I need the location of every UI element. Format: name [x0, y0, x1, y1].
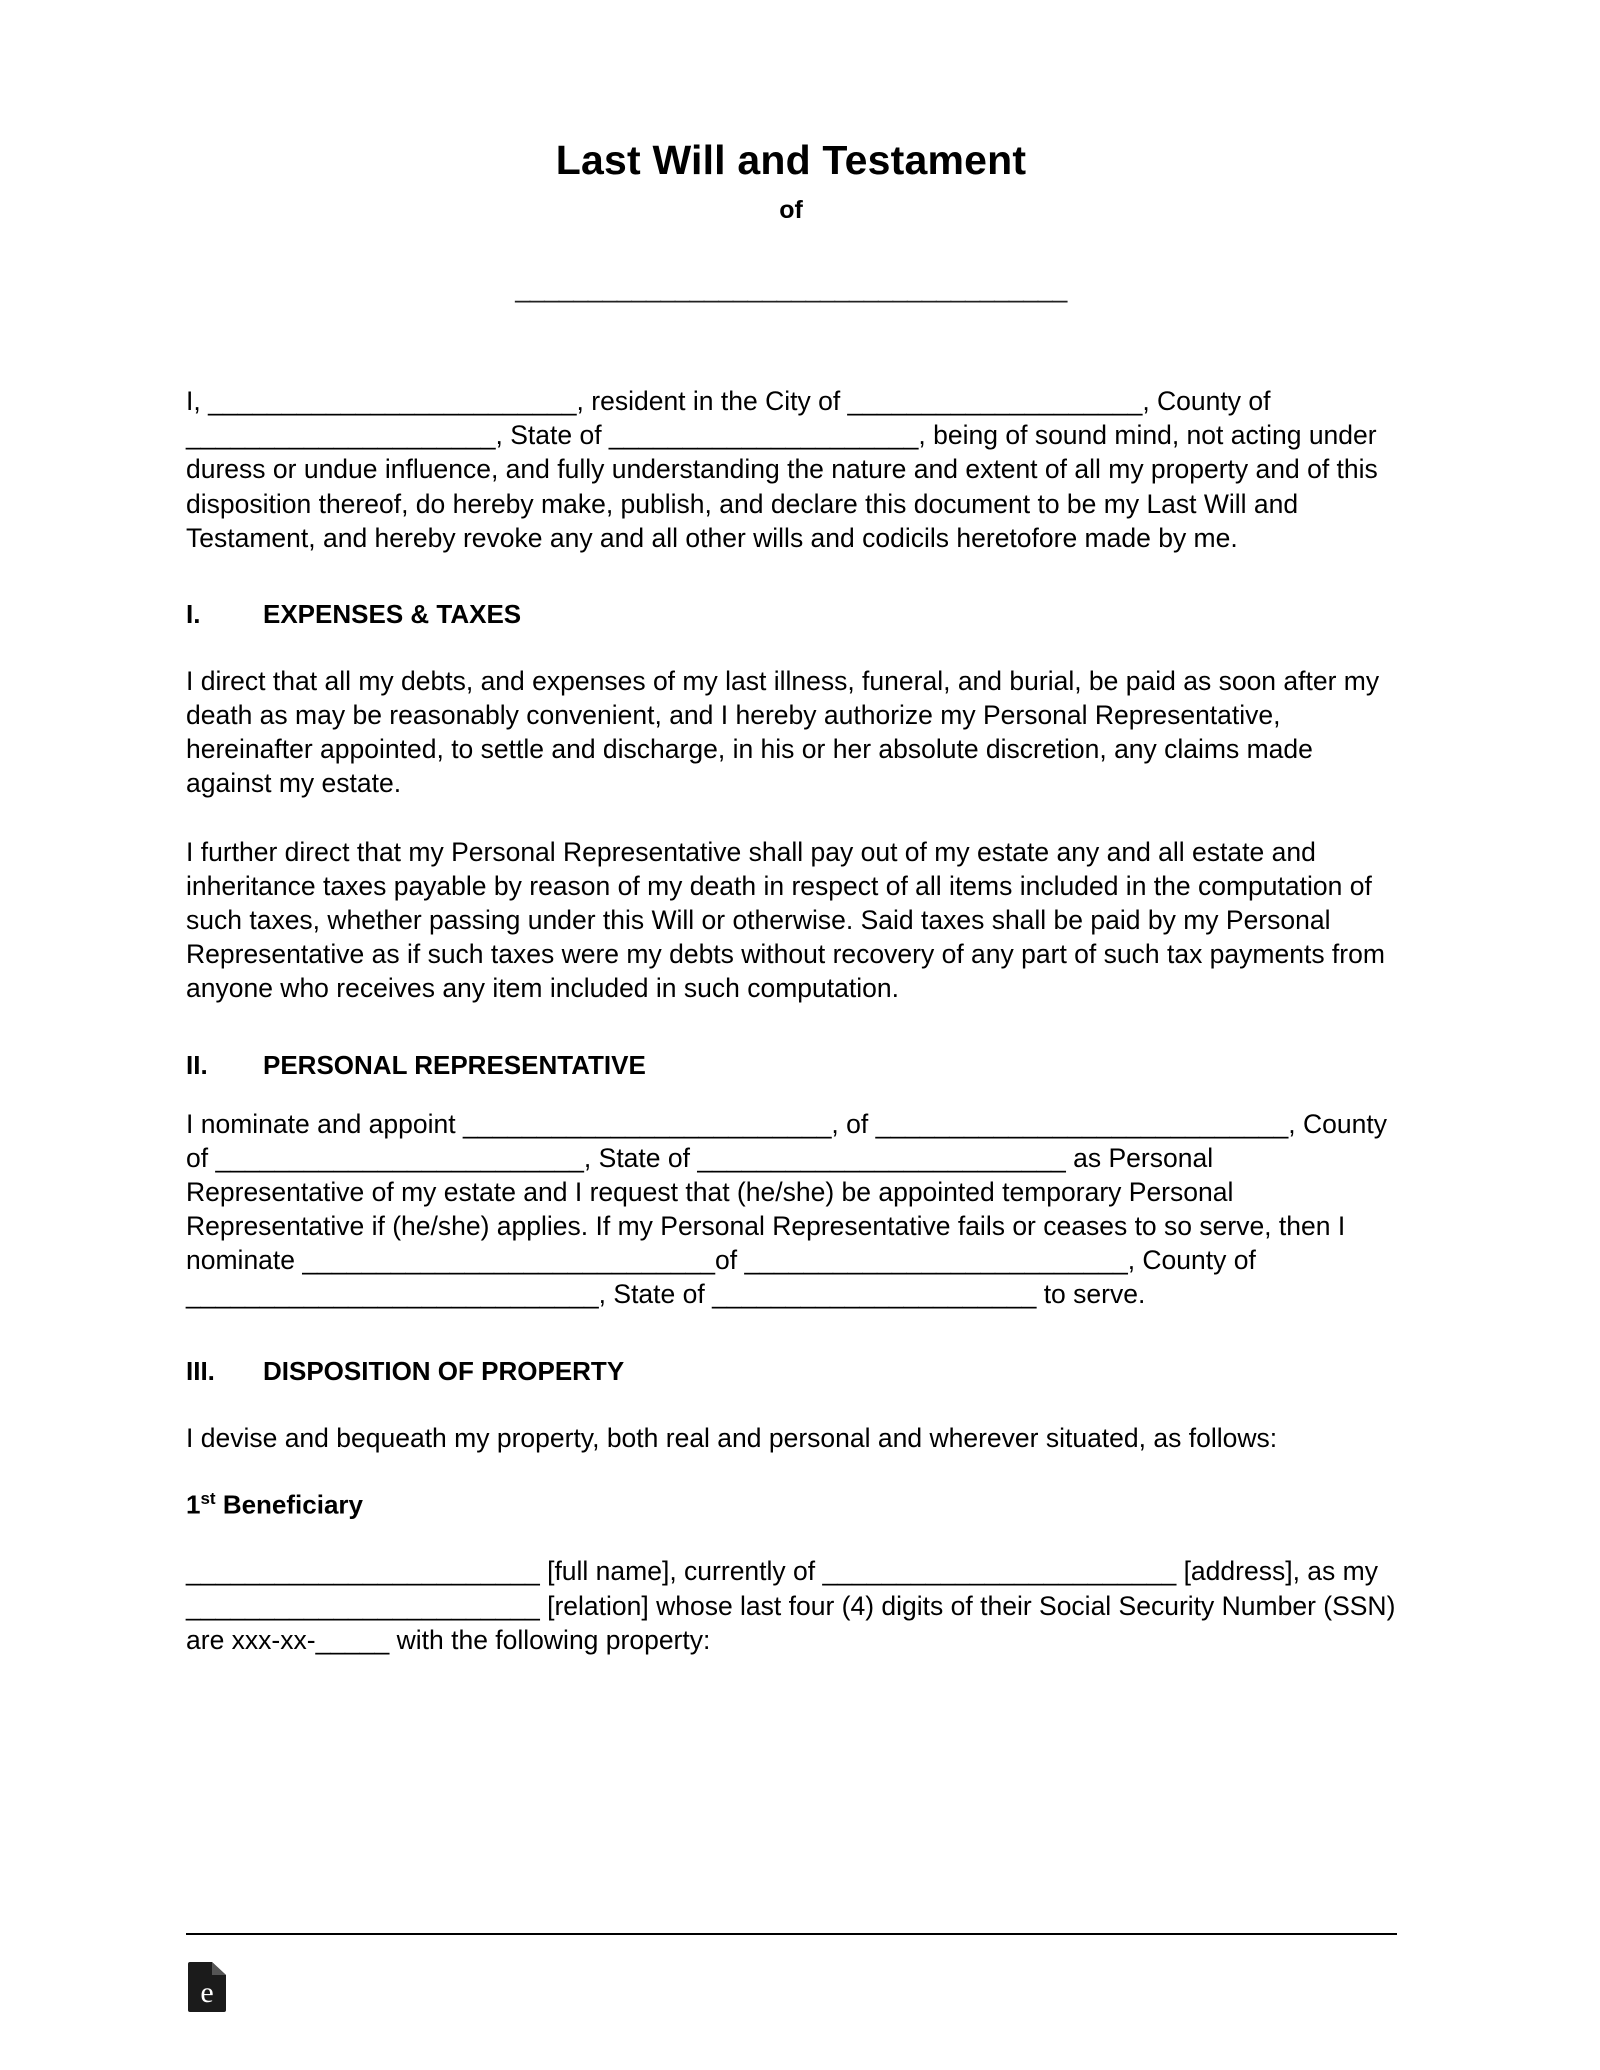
- section-heading-disposition-of-property: [186, 1356, 1396, 1387]
- section-numeral-3: III.: [186, 1355, 215, 1386]
- eforms-logo: [186, 1960, 230, 2012]
- page-title: Last Will and Testament: [555, 137, 1027, 183]
- beneficiary-ordinal-suffix: st: [200, 1488, 216, 1508]
- section-2-paragraph-1: I nominate and appoint _________________________, of ____________________________, County of _________________________, State of _________________________ as Personal Representative of my estate and I request that (he/she) be appointed temporary Personal Representative if (he/she) applies. If my Personal Representative fails or ceases to so serve, then I nominate ____________________________of __________________________, County of ____________________________, State of ______________________ to serve.: [186, 1108, 1387, 1310]
- section-title-2: PERSONAL REPRESENTATIVE: [263, 1049, 646, 1080]
- section-heading-personal-representative: [186, 1050, 1396, 1081]
- section-3-paragraph-1: I devise and bequeath my property, both real and personal and wherever situated, as follows:: [186, 1422, 1278, 1453]
- beneficiary-details-paragraph: ________________________ [full name], currently of ________________________ [address], as my ________________________ [relation] whose last four (4) digits of their Social Security Number (SSN) are xxx-xx-_____ with the following property:: [186, 1556, 1396, 1655]
- section-heading-expenses-taxes: [186, 599, 1396, 630]
- intro-paragraph: I, _________________________, resident in the City of ____________________, County of _____________________, State of _____________________, being of sound mind, not acting under duress or undue influence, and fully understanding the nature and extent of all my property and of this disposition thereof, do hereby make, publish, and declare this document to be my Last Will and Testament, and hereby revoke any and all other wills and codicils heretofore made by me.: [186, 386, 1378, 553]
- subsection-heading-first-beneficiary: [186, 1489, 1396, 1521]
- beneficiary-ordinal: 1: [186, 1489, 201, 1520]
- section-1-paragraph-1: I direct that all my debts, and expenses of my last illness, funeral, and burial, be paid as soon after my death as may be reasonably convenient, and I hereby authorize my Personal Representative, hereinafter appointed, to settle and discharge, in his or her absolute discretion, any claims made against my estate.: [186, 665, 1380, 799]
- section-1-paragraph-2: I further direct that my Personal Representative shall pay out of my estate any and all estate and inheritance taxes payable by reason of my death in respect of all items included in the computation of such taxes, whether passing under this Will or otherwise. Said taxes shall be paid by my Personal Representative as if such taxes were my debts without recovery of any part of such tax payments from anyone who receives any item included in such computation.: [186, 836, 1385, 1004]
- section-numeral-2: II.: [186, 1049, 208, 1080]
- section-title-1: EXPENSES & TAXES: [263, 598, 522, 629]
- testator-name-blank: ______________________________________: [515, 273, 1067, 304]
- section-title-3: DISPOSITION OF PROPERTY: [263, 1355, 625, 1386]
- footer-divider: [186, 1933, 1397, 1935]
- document-body: [186, 0, 1396, 1657]
- page-subtitle: of: [779, 196, 803, 225]
- beneficiary-label: Beneficiary: [215, 1489, 363, 1520]
- svg-text:e: e: [200, 1976, 214, 2009]
- section-numeral-1: I.: [186, 598, 201, 629]
